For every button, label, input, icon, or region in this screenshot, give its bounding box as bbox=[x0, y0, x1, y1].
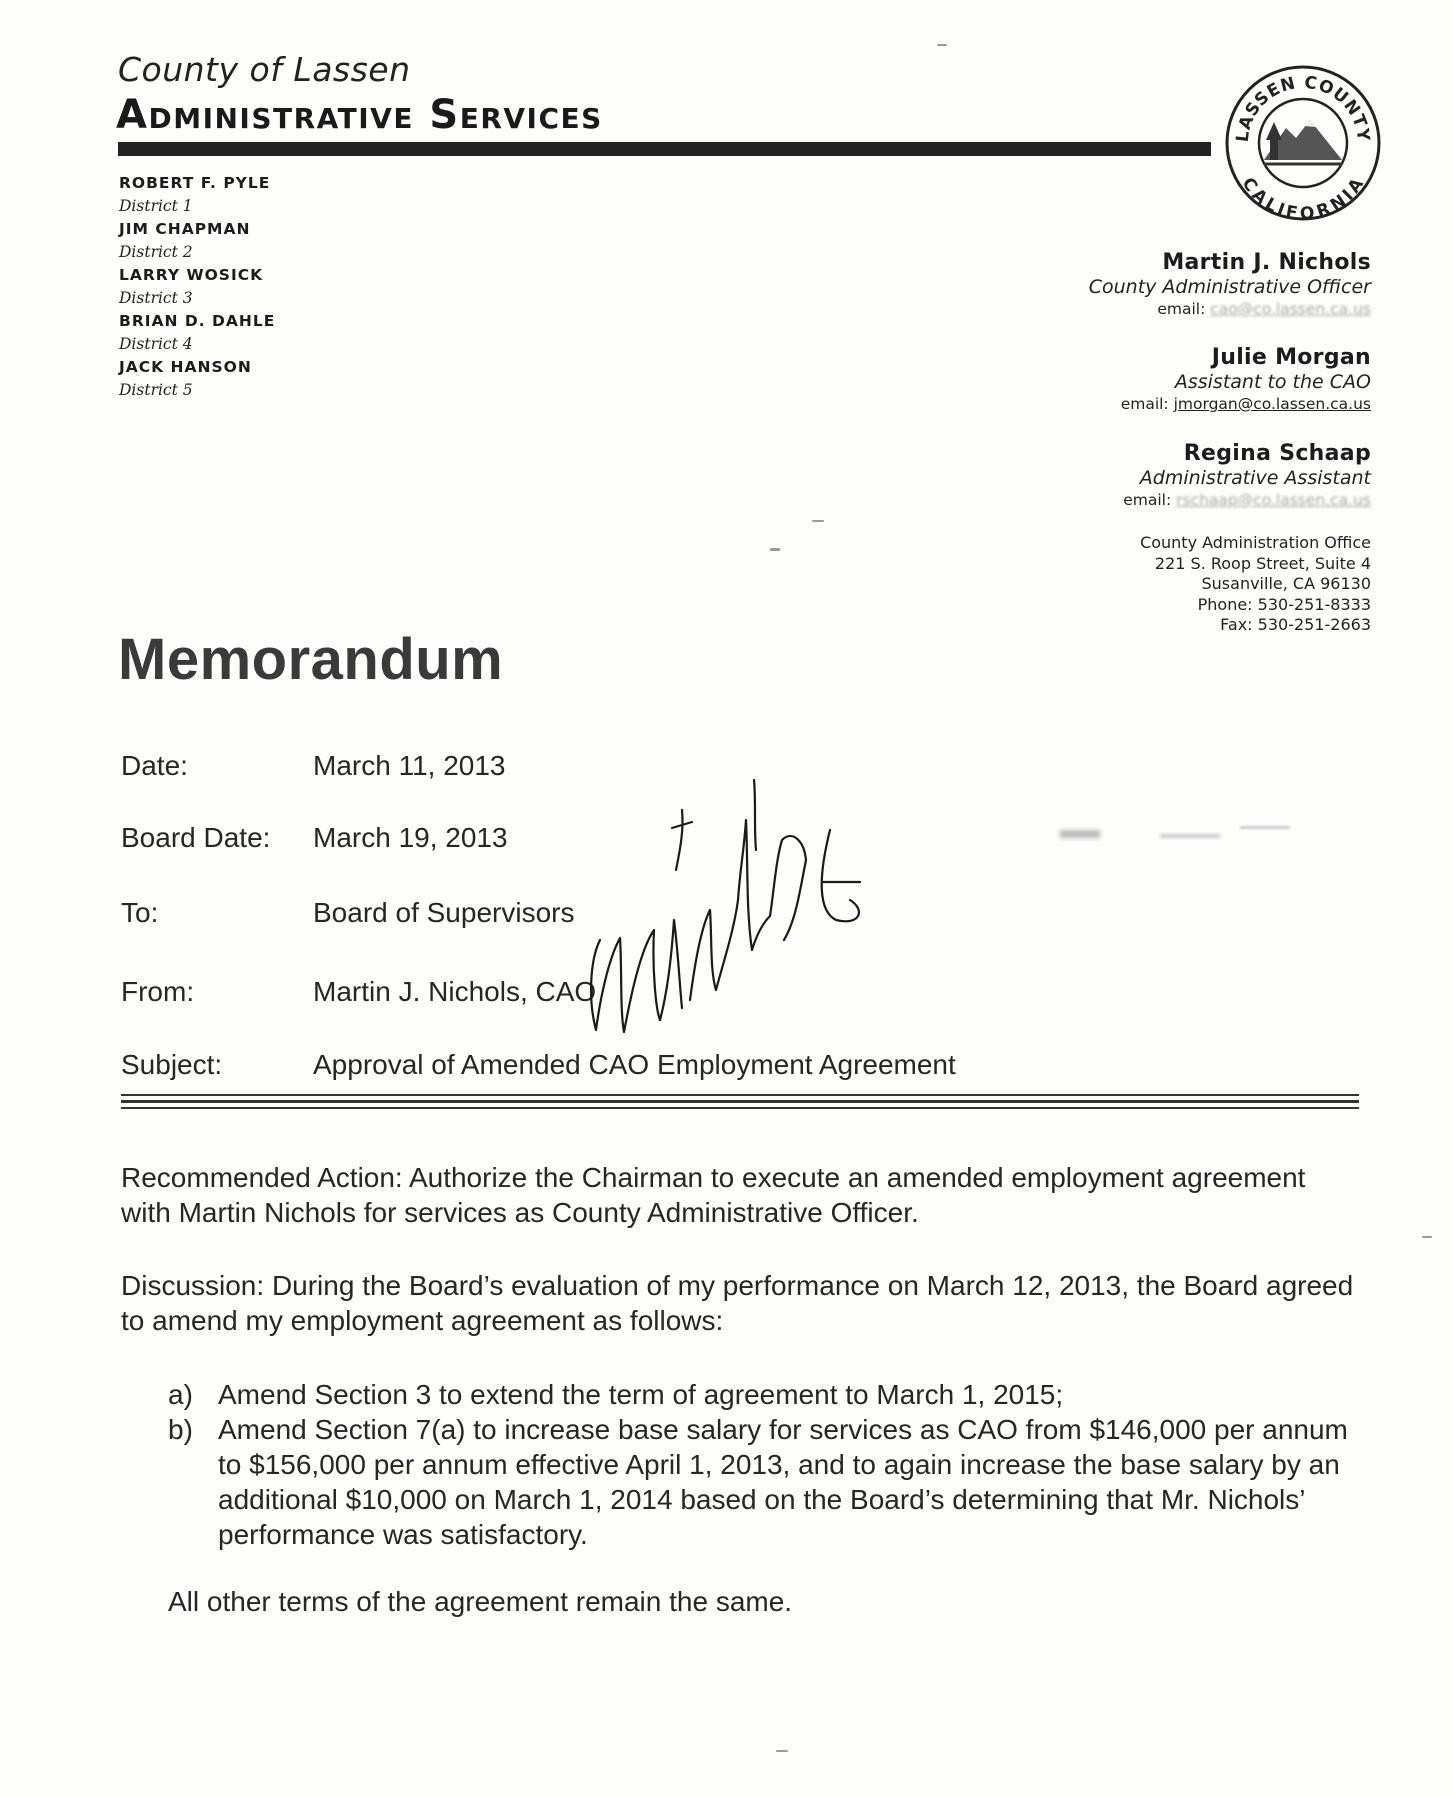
svg-text:CALIFORNIA bbox=[1238, 174, 1369, 222]
supervisor-district: District 5 bbox=[119, 381, 193, 399]
office-city: Susanville, CA 96130 bbox=[1201, 574, 1371, 593]
supervisor-entry bbox=[119, 356, 275, 402]
staff-entry-assistant bbox=[1121, 345, 1371, 415]
recommended-action: Recommended Action: Authorize the Chairman to execute an amended employment agreement with Martin Nichols for services as County Administrative Officer. bbox=[121, 1162, 1306, 1228]
seal-top-text: LASSEN COUNTY bbox=[1232, 72, 1374, 144]
to-label: To: bbox=[121, 897, 159, 928]
supervisor-name: JACK HANSON bbox=[119, 358, 252, 376]
email-label: email: bbox=[1120, 395, 1169, 413]
supervisor-name: LARRY WOSICK bbox=[119, 266, 264, 284]
supervisor-entry bbox=[119, 310, 275, 356]
supervisor-entry bbox=[119, 218, 275, 264]
staff-entry-admin-assistant bbox=[1123, 441, 1371, 511]
office-address bbox=[1140, 533, 1371, 636]
discussion: Discussion: During the Board’s evaluation of my performance on March 12, 2013, the Board agreed to amend my employment agreement as follows: bbox=[121, 1270, 1354, 1336]
subject-value: Approval of Amended CAO Employment Agreement bbox=[313, 1049, 956, 1080]
to-value: Board of Supervisors bbox=[313, 897, 575, 928]
supervisor-entry bbox=[119, 264, 275, 310]
staff-title: County Administrative Officer bbox=[1088, 276, 1371, 298]
scan-speck bbox=[776, 1750, 788, 1752]
supervisor-district: District 4 bbox=[119, 335, 193, 353]
county-name: County of Lassen bbox=[118, 50, 411, 89]
date-value: March 11, 2013 bbox=[313, 750, 506, 781]
scan-smudge bbox=[1060, 830, 1100, 838]
office-fax: Fax: 530-251-2663 bbox=[1220, 615, 1371, 634]
supervisor-district: District 1 bbox=[119, 197, 193, 215]
board-date-label: Board Date: bbox=[121, 822, 271, 853]
header-rule-top bbox=[121, 1094, 1359, 1096]
supervisor-district: District 2 bbox=[119, 243, 193, 261]
list-item-text: Amend Section 7(a) to increase base salary for services as CAO from $146,000 per annum to $156,000 per annum effective April 1, 2013, and to again increase the base salary by an additional $10,000 on March 1, 2014 based on the Board’s determining that Mr. Nichols’ performance was satisfactory. bbox=[218, 1414, 1348, 1550]
list-item bbox=[168, 1412, 1368, 1552]
from-value: Martin J. Nichols, CAO bbox=[313, 976, 597, 1007]
memo-title: Memorandum bbox=[118, 627, 504, 692]
amendment-list bbox=[168, 1377, 1368, 1552]
list-marker: a) bbox=[168, 1379, 193, 1410]
supervisor-name: ROBERT F. PYLE bbox=[119, 174, 271, 192]
office-name: County Administration Office bbox=[1140, 533, 1371, 552]
email-label: email: bbox=[1123, 491, 1172, 509]
list-item bbox=[168, 1377, 1368, 1412]
list-item-text: Amend Section 3 to extend the term of agreement to March 1, 2015; bbox=[218, 1379, 1064, 1410]
supervisor-name: BRIAN D. DAHLE bbox=[119, 312, 276, 330]
staff-email-line bbox=[1123, 490, 1371, 511]
staff-name: Regina Schaap bbox=[1183, 441, 1371, 466]
handwritten-signature bbox=[560, 770, 890, 1090]
list-marker: b) bbox=[168, 1414, 193, 1445]
scan-smudge bbox=[1160, 834, 1220, 838]
supervisor-entry bbox=[119, 172, 275, 218]
from-label: From: bbox=[121, 976, 195, 1007]
board-date-value: March 19, 2013 bbox=[313, 822, 508, 853]
date-label: Date: bbox=[121, 750, 188, 781]
office-phone: Phone: 530-251-8333 bbox=[1197, 594, 1371, 614]
scan-speck bbox=[1422, 1236, 1432, 1238]
header-rule-bottom bbox=[121, 1107, 1359, 1109]
scan-smudge bbox=[1240, 826, 1290, 829]
supervisor-district: District 3 bbox=[119, 289, 193, 307]
staff-title: Administrative Assistant bbox=[1139, 467, 1371, 489]
scan-speck bbox=[937, 44, 947, 46]
staff-email-link[interactable]: jmorgan@co.lassen.ca.us bbox=[1173, 395, 1371, 413]
staff-name: Julie Morgan bbox=[1211, 345, 1371, 370]
scan-speck bbox=[770, 548, 780, 551]
staff-email-line bbox=[1121, 394, 1371, 415]
staff-entry-cao bbox=[1089, 250, 1371, 320]
staff-email-line bbox=[1089, 299, 1371, 320]
staff-title: Assistant to the CAO bbox=[1174, 371, 1371, 393]
staff-email-link[interactable]: rschaap@co.lassen.ca.us bbox=[1176, 491, 1371, 509]
county-seal bbox=[1224, 64, 1382, 222]
staff-email-link[interactable]: cao@co.lassen.ca.us bbox=[1210, 300, 1371, 318]
department-name: Administrative Services bbox=[116, 92, 603, 138]
subject-label: Subject: bbox=[121, 1049, 223, 1080]
office-street: 221 S. Roop Street, Suite 4 bbox=[1154, 553, 1371, 573]
supervisor-name: JIM CHAPMAN bbox=[119, 220, 251, 238]
supervisor-list bbox=[119, 172, 275, 402]
staff-name: Martin J. Nichols bbox=[1162, 250, 1371, 275]
email-label: email: bbox=[1157, 300, 1206, 318]
header-rule-middle bbox=[121, 1100, 1359, 1103]
closing-statement: All other terms of the agreement remain the same. bbox=[168, 1586, 793, 1617]
header-divider bbox=[118, 142, 1211, 156]
seal-bottom-text: CALIFORNIA bbox=[1237, 174, 1369, 222]
scan-speck bbox=[812, 520, 824, 522]
